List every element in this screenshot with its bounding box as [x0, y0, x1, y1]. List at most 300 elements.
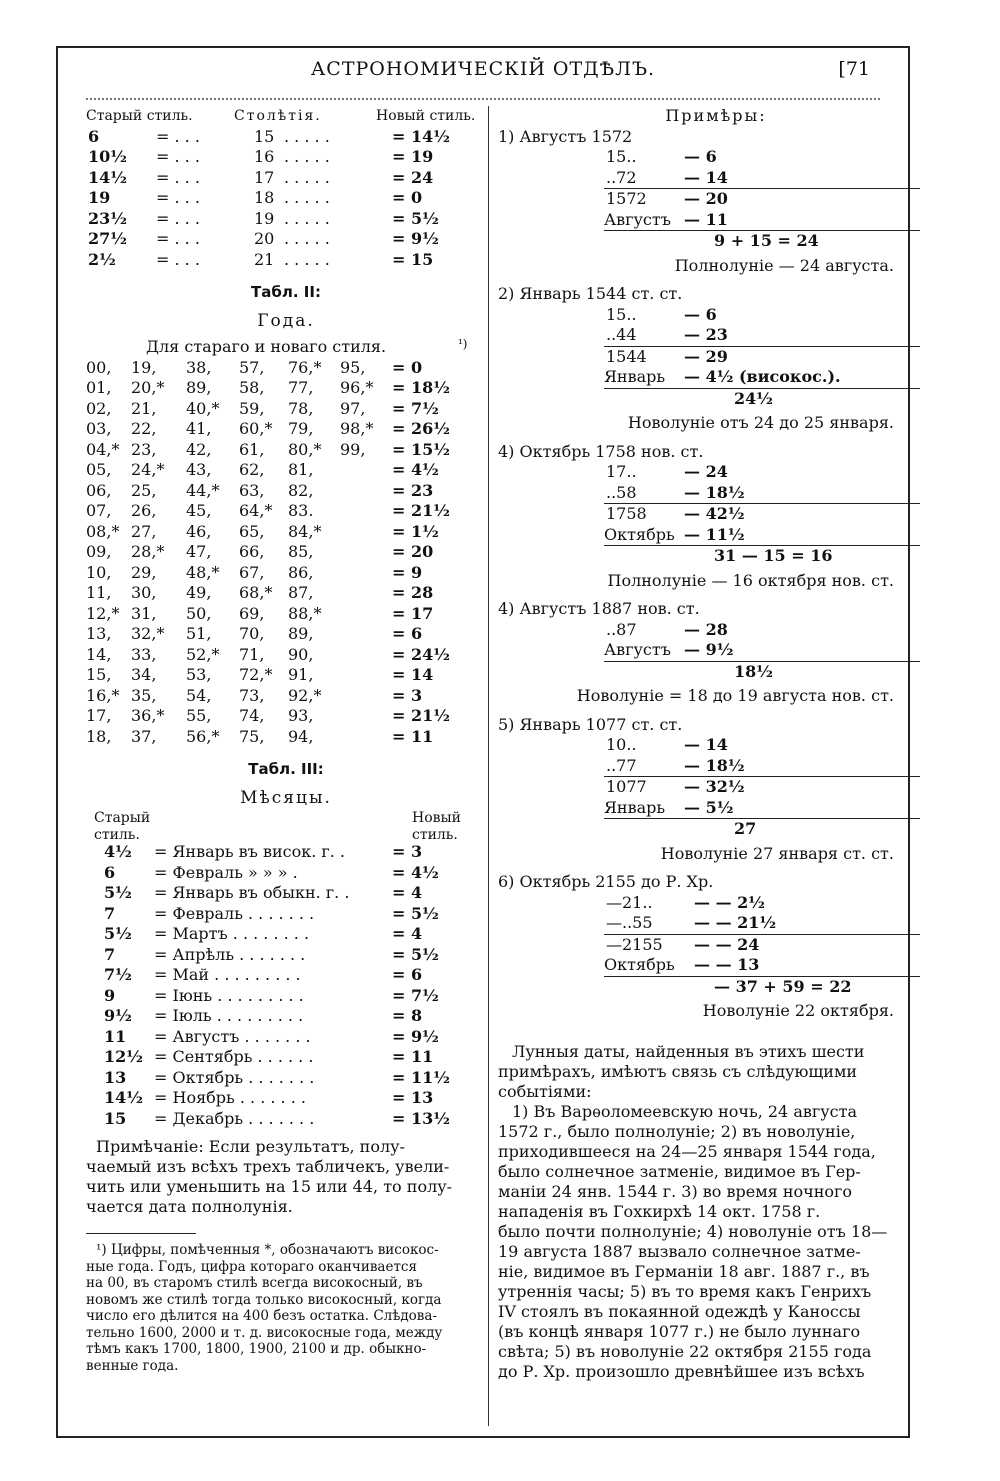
example-sum-row	[604, 545, 920, 567]
example-result	[498, 256, 894, 277]
year-value: 44,*	[186, 480, 220, 500]
year-value: 32,*	[131, 624, 165, 643]
table2-row	[86, 481, 486, 502]
example-result-text: Полнолуніе — 24 августа.	[674, 255, 894, 275]
year-value: 27,	[131, 521, 157, 541]
table3-row	[86, 842, 486, 863]
example-gap	[498, 276, 894, 284]
step-label: ..58	[606, 482, 637, 502]
year-offset-value: = 28	[392, 583, 434, 602]
lunar-line: ніе, видимое въ Германіи 18 авг. 1887 г., въ	[498, 1261, 870, 1281]
table1-row	[86, 127, 486, 148]
year-value: 67,	[239, 562, 265, 582]
example-gap	[498, 434, 894, 442]
example-step	[604, 346, 920, 368]
example-gap	[498, 864, 894, 872]
example-step	[498, 305, 894, 326]
table3-row	[86, 1047, 486, 1068]
year-value: 40,*	[186, 398, 220, 418]
new-style-value: = 15	[392, 249, 434, 269]
step-label: 1572	[606, 189, 647, 208]
step-value: — 28	[684, 619, 728, 639]
table3-row	[86, 1068, 486, 1089]
old-style-value: 9½	[104, 1006, 132, 1025]
new-style-value: = 3	[392, 842, 423, 861]
year-value: 60,*	[239, 419, 273, 438]
example-step	[498, 955, 894, 976]
example-step	[498, 462, 894, 483]
example-date: 1) Августъ 1572	[498, 126, 633, 146]
year-value: 11,	[86, 583, 112, 602]
table2-label: Табл. II:	[251, 283, 321, 301]
old-style-value: 10½	[88, 147, 127, 166]
table2-row	[86, 378, 486, 399]
new-style-value: = 4	[392, 883, 423, 902]
table2-row	[86, 583, 486, 604]
new-style-value: = 5½	[392, 208, 439, 228]
step-label: ..77	[606, 755, 637, 775]
year-value: 91,	[288, 665, 314, 684]
month-name: = Февраль . . . . . . .	[154, 903, 315, 923]
month-name: = Январь въ обыкн. г. .	[154, 883, 350, 902]
new-style-value: = 11½	[392, 1067, 450, 1087]
year-value: 20,*	[131, 378, 165, 397]
examples-title: Примѣры:	[665, 106, 767, 125]
table2-row	[86, 665, 486, 686]
equals-leader: = . . .	[156, 188, 200, 207]
year-value: 89,	[288, 624, 314, 643]
table3-title: Мѣсяцы.	[240, 787, 332, 808]
lunar-line: было почти полнолуніе; 4) новолуніе отъ 18—	[498, 1221, 888, 1241]
footnote-line: тельно 1600, 2000 и т. д. високосные года, между	[86, 1324, 443, 1341]
new-style-value: = 19	[392, 147, 434, 166]
year-value: 90,	[288, 644, 314, 664]
step-value: — — 24	[694, 934, 760, 954]
example-step	[498, 210, 894, 231]
year-value: 00,	[86, 357, 112, 377]
footnote-line: число его дѣлится на 400 безъ остатка. Слѣдова-	[86, 1308, 438, 1324]
month-name: = Іюнь . . . . . . . . .	[154, 985, 304, 1005]
step-label: ..44	[606, 325, 637, 344]
year-value: 50,	[186, 603, 212, 623]
year-value: 69,	[239, 603, 265, 623]
month-name: = Декабрь . . . . . . .	[154, 1108, 315, 1128]
new-style-value: = 24	[392, 167, 434, 187]
year-offset-value: = 21½	[392, 706, 450, 725]
table3-row	[86, 924, 486, 945]
old-style-value: 11	[104, 1026, 127, 1046]
year-value: 16,*	[86, 685, 120, 705]
year-value: 26,	[131, 501, 157, 520]
step-label: —2155	[606, 934, 663, 954]
table3-row	[86, 1088, 486, 1109]
year-value: 29,	[131, 562, 157, 582]
new-style-value: = 6	[392, 965, 423, 984]
example-date: 4) Августъ 1887 нов. ст.	[498, 599, 700, 618]
table3-row	[86, 1027, 486, 1048]
month-name: = Ноябрь . . . . . . .	[154, 1088, 306, 1107]
table2-title: Года.	[257, 310, 315, 331]
header-divider	[86, 98, 880, 100]
example-gap	[498, 707, 894, 715]
year-value: 12,*	[86, 603, 120, 623]
year-value: 53,	[186, 665, 212, 684]
lunar-line: 19 августа 1887 вызвало солнечное затме-	[498, 1241, 861, 1261]
year-value: 73,	[239, 685, 265, 705]
table2-row	[86, 440, 486, 461]
year-value: 38,	[186, 357, 212, 377]
lunar-line: нападенія въ Гохкирхѣ 14 окт. 1758 г.	[498, 1201, 821, 1221]
step-value: — — 2½	[694, 892, 765, 912]
table2	[86, 358, 486, 748]
year-value: 28,*	[131, 542, 165, 561]
example-result-text: Новолуніе 22 октября.	[702, 1001, 894, 1020]
dot-leader: . . . . .	[284, 188, 330, 207]
year-value: 51,	[186, 624, 212, 643]
step-value: — 11½	[684, 524, 745, 544]
new-style-value: = 11	[392, 1047, 434, 1066]
example-step	[498, 525, 894, 546]
example-step	[604, 503, 920, 525]
year-value: 55,	[186, 706, 212, 725]
lunar-line: свѣта; 5) въ новолуніе 22 октября 2155 года	[498, 1341, 872, 1361]
table3-row	[86, 945, 486, 966]
year-value: 15,	[86, 665, 112, 684]
table2-row	[86, 604, 486, 625]
table1-row	[86, 229, 486, 250]
year-value: 78,	[288, 398, 314, 418]
table1-header-cent: Столѣтія.	[234, 108, 322, 124]
year-value: 83.	[288, 501, 314, 520]
example-result	[498, 571, 894, 592]
table2-row	[86, 399, 486, 420]
year-value: 25,	[131, 480, 157, 500]
year-value: 31,	[131, 603, 157, 623]
table1-row	[86, 188, 486, 209]
year-offset-value: = 21½	[392, 501, 450, 520]
year-value: 98,*	[340, 419, 374, 438]
example-sum-row	[604, 818, 920, 840]
year-value: 61,	[239, 439, 265, 459]
example-sum: 31 — 15 = 16	[714, 546, 833, 565]
step-label: Октябрь	[604, 955, 675, 974]
year-value: 30,	[131, 583, 157, 602]
year-value: 87,	[288, 583, 314, 602]
step-label: 17..	[606, 462, 637, 481]
example-date: 2) Январь 1544 ст. ст.	[498, 284, 683, 303]
year-offset-value: = 3	[392, 685, 423, 705]
year-offset-value: = 17	[392, 603, 434, 623]
year-value: 48,*	[186, 562, 220, 582]
month-name: = Августъ . . . . . . .	[154, 1026, 311, 1046]
example-step	[498, 893, 894, 914]
example-step	[498, 325, 894, 346]
table2-subtitle-row	[86, 337, 486, 358]
example-gap	[498, 591, 894, 599]
year-value: 36,*	[131, 706, 165, 725]
table3-row	[86, 904, 486, 925]
step-label: 1077	[606, 777, 647, 796]
table2-row	[86, 645, 486, 666]
step-value: — 4½ (високос.).	[684, 367, 841, 386]
year-value: 65,	[239, 521, 265, 541]
step-label: Августъ	[604, 640, 671, 659]
table3-header-old: Старый	[94, 810, 151, 826]
step-label: ..72	[606, 167, 637, 187]
table2-row	[86, 542, 486, 563]
old-style-value: 9	[104, 985, 116, 1005]
step-value: — — 21½	[694, 913, 777, 932]
new-style-value: = 7½	[392, 985, 439, 1005]
year-value: 70,	[239, 624, 265, 643]
old-style-value: 5½	[104, 924, 132, 943]
year-value: 93,	[288, 706, 314, 725]
step-label: ..87	[606, 619, 637, 639]
year-offset-value: = 15½	[392, 439, 450, 459]
table3-row	[86, 986, 486, 1007]
old-style-value: 13	[104, 1067, 127, 1087]
year-value: 63,	[239, 480, 265, 500]
year-value: 35,	[131, 685, 157, 705]
example-result	[498, 1001, 894, 1022]
step-value: — 24	[684, 462, 728, 481]
example-ex2	[498, 284, 894, 442]
equals-leader: = . . .	[156, 167, 200, 187]
old-style-value: 7	[104, 903, 116, 923]
year-value: 45,	[186, 501, 212, 520]
page-header	[58, 58, 908, 88]
table3-row	[86, 1109, 486, 1130]
new-style-value: = 9½	[392, 1026, 439, 1046]
century-value: 21	[254, 249, 275, 269]
step-label: Августъ	[604, 209, 671, 229]
year-value: 08,*	[86, 521, 120, 541]
old-style-value: 14½	[104, 1088, 143, 1107]
month-name: = Январь въ висок. г. .	[154, 842, 346, 861]
example-heading	[498, 715, 894, 736]
year-value: 71,	[239, 644, 265, 664]
example-sum-row	[604, 661, 920, 683]
lunar-line: до Р. Хр. произошло древнѣйшее изъ всѣхъ	[498, 1361, 865, 1381]
old-style-value: 2½	[88, 249, 116, 269]
lunar-line: утреннія часы; 5) въ то время какъ Генрихъ	[498, 1281, 872, 1301]
year-value: 72,*	[239, 665, 273, 684]
new-style-value: = 9½	[392, 229, 439, 248]
dot-leader: . . . . .	[284, 147, 330, 166]
step-label: 10..	[606, 735, 637, 754]
table3-header-new2: стиль.	[412, 827, 458, 843]
year-value: 41,	[186, 419, 212, 438]
step-value: — — 13	[694, 955, 760, 974]
table1-row	[86, 250, 486, 271]
lunar-line: Лунныя даты, найденныя въ этихъ шести	[512, 1041, 865, 1061]
year-value: 22,	[131, 419, 157, 438]
table3-label: Табл. III:	[248, 760, 324, 778]
year-value: 04,*	[86, 439, 120, 459]
year-value: 82,	[288, 480, 314, 500]
table2-row	[86, 624, 486, 645]
left-column	[86, 106, 486, 1374]
lunar-line: 1572 г., было полнолуніе; 2) въ новолуніе,	[498, 1121, 856, 1141]
year-value: 75,	[239, 726, 265, 746]
year-value: 56,*	[186, 726, 220, 746]
note-line: чаемый изъ всѣхъ трехъ табличекъ, увели-	[86, 1157, 450, 1176]
right-column	[498, 106, 894, 1382]
example-result-text: Новолуніе отъ 24 до 25 января.	[627, 413, 894, 432]
year-value: 57,	[239, 357, 265, 377]
table2-row	[86, 522, 486, 543]
year-value: 88,*	[288, 603, 322, 623]
step-value: — 20	[684, 189, 728, 208]
year-value: 68,*	[239, 583, 273, 602]
year-value: 99,	[340, 439, 366, 459]
year-offset-value: = 0	[392, 357, 423, 377]
old-style-value: 12½	[104, 1047, 143, 1066]
old-style-value: 23½	[88, 208, 127, 228]
year-value: 24,*	[131, 460, 165, 479]
old-style-value: 15	[104, 1108, 127, 1128]
year-value: 46,	[186, 521, 212, 541]
old-style-value: 6	[104, 862, 116, 882]
year-value: 58,	[239, 378, 265, 397]
year-offset-value: = 24½	[392, 644, 450, 664]
year-value: 85,	[288, 542, 314, 561]
example-date: 4) Октябрь 1758 нов. ст.	[498, 441, 704, 461]
year-value: 21,	[131, 398, 157, 418]
lunar-line: маніи 24 янв. 1544 г. 3) во время ночного	[498, 1181, 853, 1201]
example-gap	[498, 1022, 894, 1030]
old-style-value: 4½	[104, 842, 132, 861]
new-style-value: = 13	[392, 1088, 434, 1107]
footnote-line: венные года.	[86, 1357, 179, 1374]
year-value: 33,	[131, 644, 157, 664]
table3-header-old2: стиль.	[94, 827, 140, 843]
year-value: 01,	[86, 378, 112, 397]
lunar-line: приходившееся на 24—25 января 1544 года,	[498, 1141, 876, 1161]
year-value: 42,	[186, 439, 212, 459]
year-value: 62,	[239, 460, 265, 479]
lunar-line: событіями:	[498, 1081, 592, 1101]
step-value: — 11	[684, 209, 728, 229]
year-value: 07,	[86, 501, 112, 520]
equals-leader: = . . .	[156, 147, 200, 166]
example-date: 6) Октябрь 2155 до Р. Хр.	[498, 872, 714, 891]
step-value: — 18½	[684, 755, 745, 775]
page-frame	[56, 46, 910, 1438]
table2-row	[86, 686, 486, 707]
example-ex3	[498, 442, 894, 600]
step-value: — 29	[684, 346, 728, 366]
old-style-value: 5½	[104, 883, 132, 902]
example-ex5	[498, 715, 894, 873]
year-value: 89,	[186, 378, 212, 397]
table3-row	[86, 1006, 486, 1027]
step-label: —21..	[606, 892, 653, 912]
new-style-value: = 4½	[392, 862, 439, 882]
year-value: 09,	[86, 542, 112, 561]
equals-leader: = . . .	[156, 229, 200, 248]
page-number: [71	[838, 58, 870, 80]
dot-leader: . . . . .	[284, 126, 330, 146]
new-style-value: = 8	[392, 1006, 423, 1025]
lunar-line: было солнечное затменіе, видимое въ Гер-	[498, 1161, 861, 1181]
lunar-line: (въ концѣ января 1077 г.) не было луннаго	[498, 1321, 861, 1341]
year-offset-value: = 11	[392, 726, 434, 746]
example-sum: — 37 + 59 = 22	[714, 976, 852, 996]
month-name: = Май . . . . . . . . .	[154, 965, 301, 984]
step-value: — 23	[684, 325, 728, 344]
year-value: 14,	[86, 644, 112, 664]
new-style-value: = 13½	[392, 1108, 450, 1128]
year-offset-value: = 7½	[392, 398, 439, 418]
example-ex6	[498, 872, 894, 1030]
table1-row	[86, 209, 486, 230]
table3	[86, 842, 486, 1129]
year-value: 59,	[239, 398, 265, 418]
table1	[86, 127, 486, 271]
year-value: 13,	[86, 624, 112, 643]
lunar-line: IV стоялъ въ покаянной одеждѣ у Каноссы	[498, 1301, 861, 1321]
year-offset-value: = 18½	[392, 378, 450, 397]
new-style-value: = 5½	[392, 903, 439, 923]
table1-row	[86, 147, 486, 168]
month-name: = Іюль . . . . . . . . .	[154, 1006, 304, 1025]
year-value: 34,	[131, 665, 157, 684]
step-value: — 32½	[684, 777, 745, 796]
year-value: 54,	[186, 685, 212, 705]
year-offset-value: = 9	[392, 562, 423, 582]
new-style-value: = 4	[392, 924, 423, 943]
equals-leader: = . . .	[156, 249, 200, 269]
step-label: Октябрь	[604, 524, 675, 544]
example-sum: 18½	[734, 661, 773, 681]
footnote	[86, 1242, 486, 1374]
example-sum: 24½	[734, 388, 773, 408]
example-result-text: Новолуніе 27 января ст. ст.	[660, 843, 894, 863]
footnote-line: на 00, въ старомъ стилѣ всегда високосный, въ	[86, 1275, 423, 1291]
table3-row	[86, 883, 486, 904]
example-step	[498, 640, 894, 661]
new-style-value: = 14½	[392, 126, 450, 146]
table1-header	[86, 106, 486, 127]
year-value: 18,	[86, 726, 112, 746]
table2-row	[86, 727, 486, 748]
table1-header-old: Старый стиль.	[86, 108, 193, 124]
year-offset-value: = 23	[392, 480, 434, 500]
equals-leader: = . . .	[156, 208, 200, 228]
year-value: 94,	[288, 726, 314, 746]
example-step	[498, 756, 894, 777]
year-value: 03,	[86, 419, 112, 438]
month-name: = Мартъ . . . . . . . .	[154, 924, 310, 943]
year-value: 96,*	[340, 378, 374, 397]
year-value: 19,	[131, 357, 157, 377]
dot-leader: . . . . .	[284, 208, 330, 228]
example-ex4	[498, 599, 894, 715]
table2-row	[86, 460, 486, 481]
example-ex1	[498, 127, 894, 285]
year-value: 97,	[340, 398, 366, 418]
year-offset-value: = 1½	[392, 521, 439, 541]
step-label: 1544	[606, 346, 647, 366]
month-name: = Февраль » » » .	[154, 862, 298, 882]
footnote-line: новомъ же стилѣ тогда только високосный, когда	[86, 1291, 442, 1308]
century-value: 18	[254, 188, 275, 207]
year-value: 43,	[186, 460, 212, 479]
year-offset-value: = 26½	[392, 419, 450, 438]
note-line: чается дата полнолунія.	[86, 1197, 293, 1216]
year-value: 47,	[186, 542, 212, 561]
